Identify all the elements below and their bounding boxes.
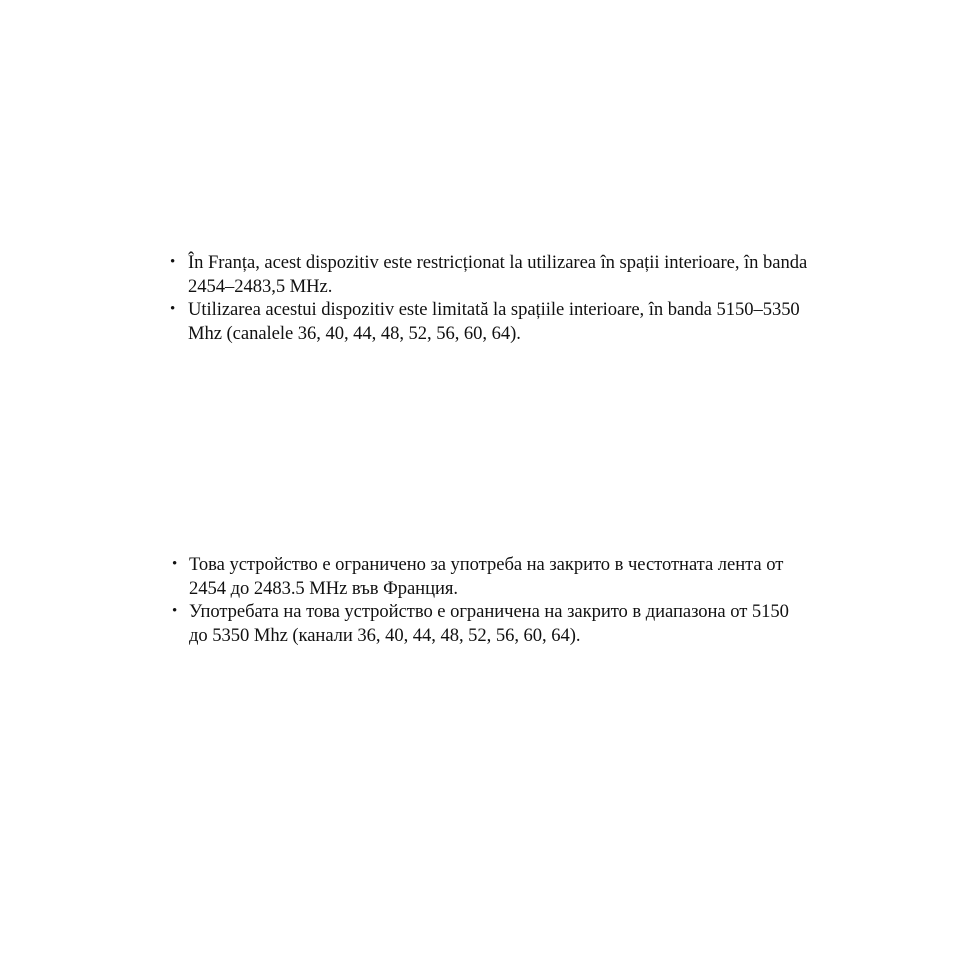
notice-line: до 5350 Mhz (канали 36, 40, 44, 48, 52, 56, 60, 64). <box>189 624 581 646</box>
notice-line: Utilizarea acestui dispozitiv este limitată la spațiile interioare, în banda 5150–5350 <box>188 299 800 320</box>
romanian-notice-section <box>0 251 954 345</box>
bullet-icon: • <box>170 301 176 317</box>
bullet-icon: • <box>170 254 176 270</box>
notice-line: 2454–2483,5 MHz. <box>188 275 333 297</box>
notice-line: Това устройство е ограничено за употреба на закрито в честотната лента от <box>189 554 784 575</box>
list-item <box>0 298 848 345</box>
list-item <box>0 553 849 600</box>
notice-line: În Franța, acest dispozitiv este restricționat la utilizarea în spații interioare, în banda <box>188 252 808 273</box>
bulgarian-notice-section <box>0 553 954 647</box>
notice-line: 2454 до 2483.5 MHz във Франция. <box>189 577 458 599</box>
notice-line: Mhz (canalele 36, 40, 44, 48, 52, 56, 60, 64). <box>188 322 521 344</box>
bulgarian-notice-list <box>0 553 954 647</box>
list-item <box>0 600 849 647</box>
bullet-icon: • <box>172 556 178 572</box>
romanian-notice-list <box>0 251 954 345</box>
notice-line: Употребата на това устройство е ограничена на закрито в диапазона от 5150 <box>189 601 789 622</box>
bullet-icon: • <box>172 603 178 619</box>
list-item <box>0 251 848 298</box>
